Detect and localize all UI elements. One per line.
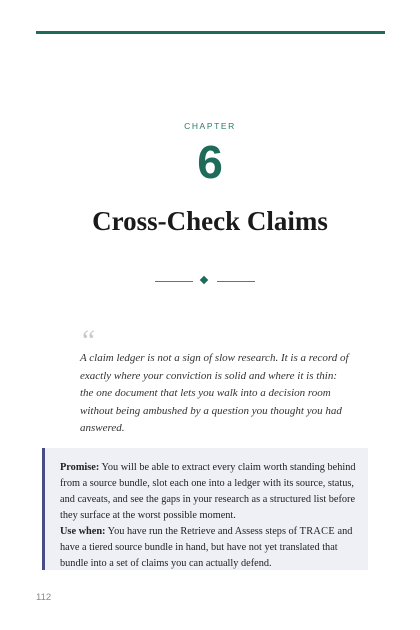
promise-callout bbox=[42, 448, 368, 570]
promise-text: You will be able to extract every claim worth standing behind from a source bundle, slot each one into a ledger with its source, status, and caveats, and see the gaps in your research as a structured list before they surface at the worst possible moment. bbox=[60, 462, 356, 521]
promise-label: Promise: bbox=[60, 462, 100, 473]
use-when-label: Use when: bbox=[60, 526, 106, 537]
diamond-icon bbox=[200, 276, 208, 284]
quote-mark-icon: “ bbox=[79, 324, 96, 357]
chapter-label: CHAPTER bbox=[184, 121, 236, 131]
use-when-text-after: and have a tiered source bundle in hand, but have not yet translated that bundle into a set of claims you can actually defend. bbox=[60, 526, 353, 569]
use-when-text-before: You have run the Retrieve and Assess steps of bbox=[105, 526, 300, 537]
use-when-paragraph bbox=[60, 524, 358, 572]
ornament-line-right bbox=[217, 281, 255, 282]
trace-acronym: TRACE bbox=[299, 526, 335, 537]
chapter-title: Cross-Check Claims bbox=[92, 206, 328, 236]
title-ornament bbox=[0, 274, 420, 288]
page-number: 112 bbox=[36, 592, 52, 603]
chapter-number: 6 bbox=[197, 136, 223, 188]
epigraph-text: A claim ledger is not a sign of slow research. It is a record of exactly where your conviction is solid and where it is thin: the one document that lets you walk into a decision room without being ambushed by a question you thought you had answered. bbox=[80, 352, 349, 434]
top-rule bbox=[36, 31, 385, 34]
ornament-line-left bbox=[155, 281, 193, 282]
promise-paragraph bbox=[60, 460, 358, 524]
